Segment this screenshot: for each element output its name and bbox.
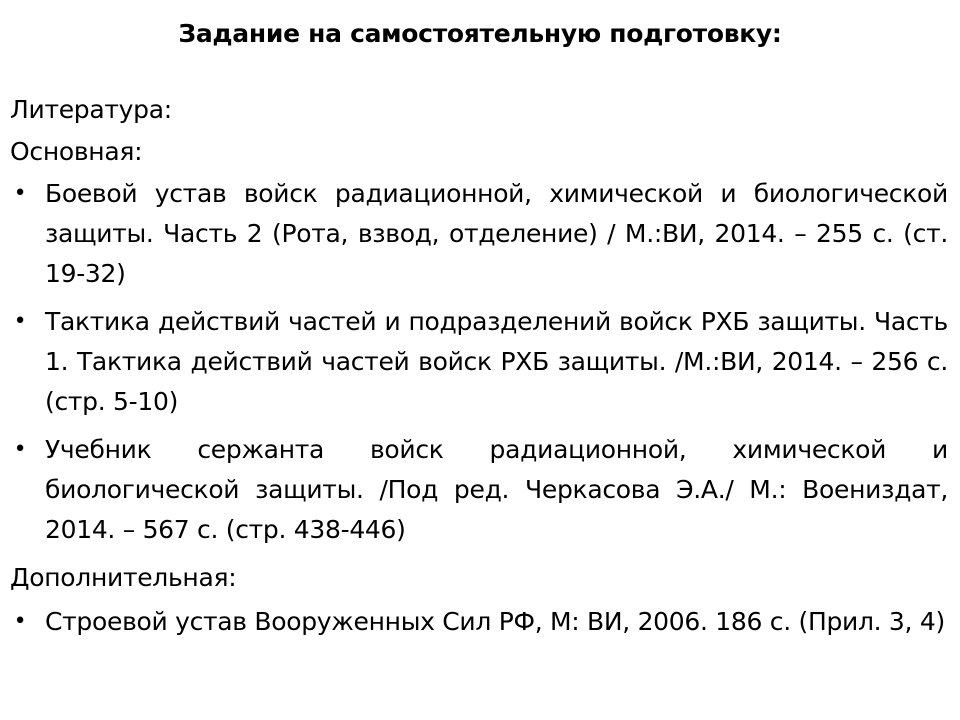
- bullet-icon: •: [13, 437, 27, 462]
- bullet-icon: •: [13, 309, 27, 334]
- additional-literature-heading: Дополнительная:: [10, 563, 237, 592]
- list-item-text: Тактика действий частей и подразделений войск РХБ защиты. Часть 1. Тактика действий частей войск РХБ защиты. /М.:ВИ, 2014. – 256 с. (стр. 5-10): [45, 307, 948, 416]
- list-item-text: Боевой устав войск радиационной, химической и биологической защиты. Часть 2 (Рота, взвод, отделение) / М.:ВИ, 2014. – 255 с. (ст. 19-32): [45, 179, 948, 288]
- literature-heading: Литература:: [10, 95, 172, 124]
- bullet-icon: •: [13, 609, 27, 634]
- list-item: [10, 430, 948, 550]
- list-item-text: Учебник сержанта войск радиационной, химической и биологической защиты. /Под ред. Черкасова Э.А./ М.: Воениздат, 2014. – 567 с. (стр. 438-446): [45, 435, 948, 544]
- main-literature-list: [10, 174, 948, 550]
- list-item: [10, 602, 948, 642]
- list-item: [10, 174, 948, 294]
- bullet-icon: •: [13, 181, 27, 206]
- slide-title: Задание на самостоятельную подготовку:: [178, 19, 782, 48]
- list-item: [10, 302, 948, 422]
- additional-literature-list: [10, 602, 948, 642]
- list-item-text: Строевой устав Вооруженных Сил РФ, М: ВИ, 2006. 186 с. (Прил. 3, 4): [45, 607, 945, 636]
- main-literature-heading: Основная:: [10, 137, 143, 166]
- literature-section: [10, 90, 948, 650]
